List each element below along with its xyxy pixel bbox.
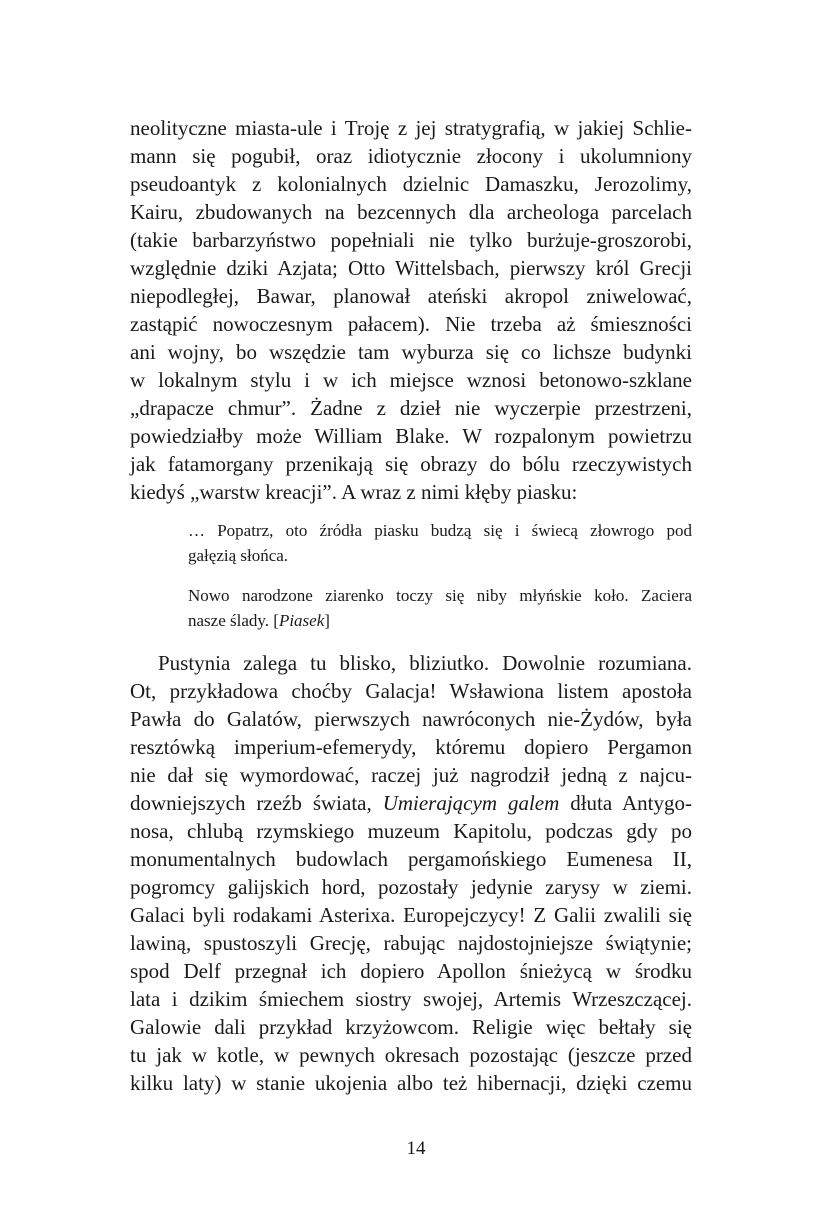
text-run: dłuta Antygo- [559, 791, 692, 815]
text-line: względnie dziki Azjata; Otto Wittelsbach, pierwszy król Grecji [130, 256, 692, 280]
text-line: Galowie dali przykład krzyżowcom. Religie więc bełtały się [130, 1015, 692, 1039]
quote-line: Nowo narodzone ziarenko toczy się niby młyńskie koło. Zaciera [188, 586, 692, 605]
text-line: neolityczne miasta-ule i Troję z jej stratygrafią, w jakiej Schlie- [130, 116, 692, 140]
text-line: „drapacze chmur”. Żadne z dzieł nie wyczerpie przestrzeni, [130, 396, 692, 420]
text-line: Galaci byli rodakami Asterixa. Europejczycy! Z Galii zwalili się [130, 903, 692, 927]
text-line: Ot, przykładowa choćby Galacja! Wsławiona listem apostoła [130, 679, 692, 703]
text-line: (takie barbarzyństwo popełniali nie tylko burżuje-groszorobi, [130, 228, 692, 252]
quote-line [188, 608, 692, 633]
text-line: monumentalnych budowlach pergamońskiego Eumenesa II, [130, 847, 692, 871]
text-line: resztówką imperium-efemerydy, któremu dopiero Pergamon [130, 735, 692, 759]
text-run: downiejszych rzeźb świata, [130, 791, 383, 815]
text-line: ani wojny, bo wszędzie tam wyburza się co lichsze budynki [130, 340, 692, 364]
text-line: w lokalnym stylu i w ich miejsce wznosi betonowo-szklane [130, 368, 692, 392]
text-line: nie dał się wymordować, raczej już nagrodził jedną z najcu- [130, 763, 692, 787]
text-line: Pawła do Galatów, pierwszych nawróconych nie-Żydów, była [130, 707, 692, 731]
block-quote-2 [188, 583, 692, 633]
text-line: zastąpić nowoczesnym pałacem). Nie trzeba aż śmieszności [130, 312, 692, 336]
text-line: kiedyś „warstw kreacji”. A wraz z nimi kłęby piasku: [130, 480, 578, 504]
page-number: 14 [406, 1138, 426, 1159]
text-line: lawiną, spustoszyli Grecję, rabując najdostojniejsze świątynie; [130, 931, 692, 955]
text-line: kilku laty) w stanie ukojenia albo też hibernacji, dzięki czemu [130, 1071, 692, 1095]
text-line: pseudoantyk z kolonialnych dzielnic Damaszku, Jerozolimy, [130, 172, 692, 196]
citation-title: Piasek [278, 611, 325, 630]
text-line: pogromcy galijskich hord, pozostały jedynie zarysy w ziemi. [130, 875, 692, 899]
quote-line: gałęzią słońca. [188, 546, 289, 565]
text-line: lata i dzikim śmiechem siostry swojej, Artemis Wrzeszczącej. [130, 987, 692, 1011]
text-line: jak fatamorgany przenikają się obrazy do bólu rzeczywistych [130, 452, 692, 476]
text-line: Kairu, zbudowanych na bezcennych dla archeologa parcelach [130, 200, 692, 224]
text-line: Pustynia zalega tu blisko, bliziutko. Dowolnie rozumiana. [158, 651, 692, 675]
paragraph-1 [130, 114, 692, 506]
paragraph-2 [130, 649, 692, 1097]
text-line [130, 789, 692, 817]
text-line: nosa, chlubą rzymskiego muzeum Kapitolu, podczas gdy po [130, 819, 692, 843]
text-line: mann się pogubił, oraz idiotycznie złocony i ukolumniony [130, 144, 692, 168]
text-line: niepodległej, Bawar, planował ateński akropol zniwelować, [130, 284, 692, 308]
text-line: tu jak w kotle, w pewnych okresach pozostając (jeszcze przed [130, 1043, 692, 1067]
block-quote-1 [188, 518, 692, 568]
quote-text: nasze ślady. [ [188, 611, 279, 630]
artwork-title: Umierającym galem [382, 791, 560, 815]
text-line: powiedziałby może William Blake. W rozpalonym powietrzu [130, 424, 692, 448]
quote-text: ] [324, 611, 330, 630]
quote-line: … Popatrz, oto źródła piasku budzą się i świecą złowrogo pod [188, 521, 692, 540]
text-line: spod Delf przegnał ich dopiero Apollon śnieżycą w środku [130, 959, 692, 983]
